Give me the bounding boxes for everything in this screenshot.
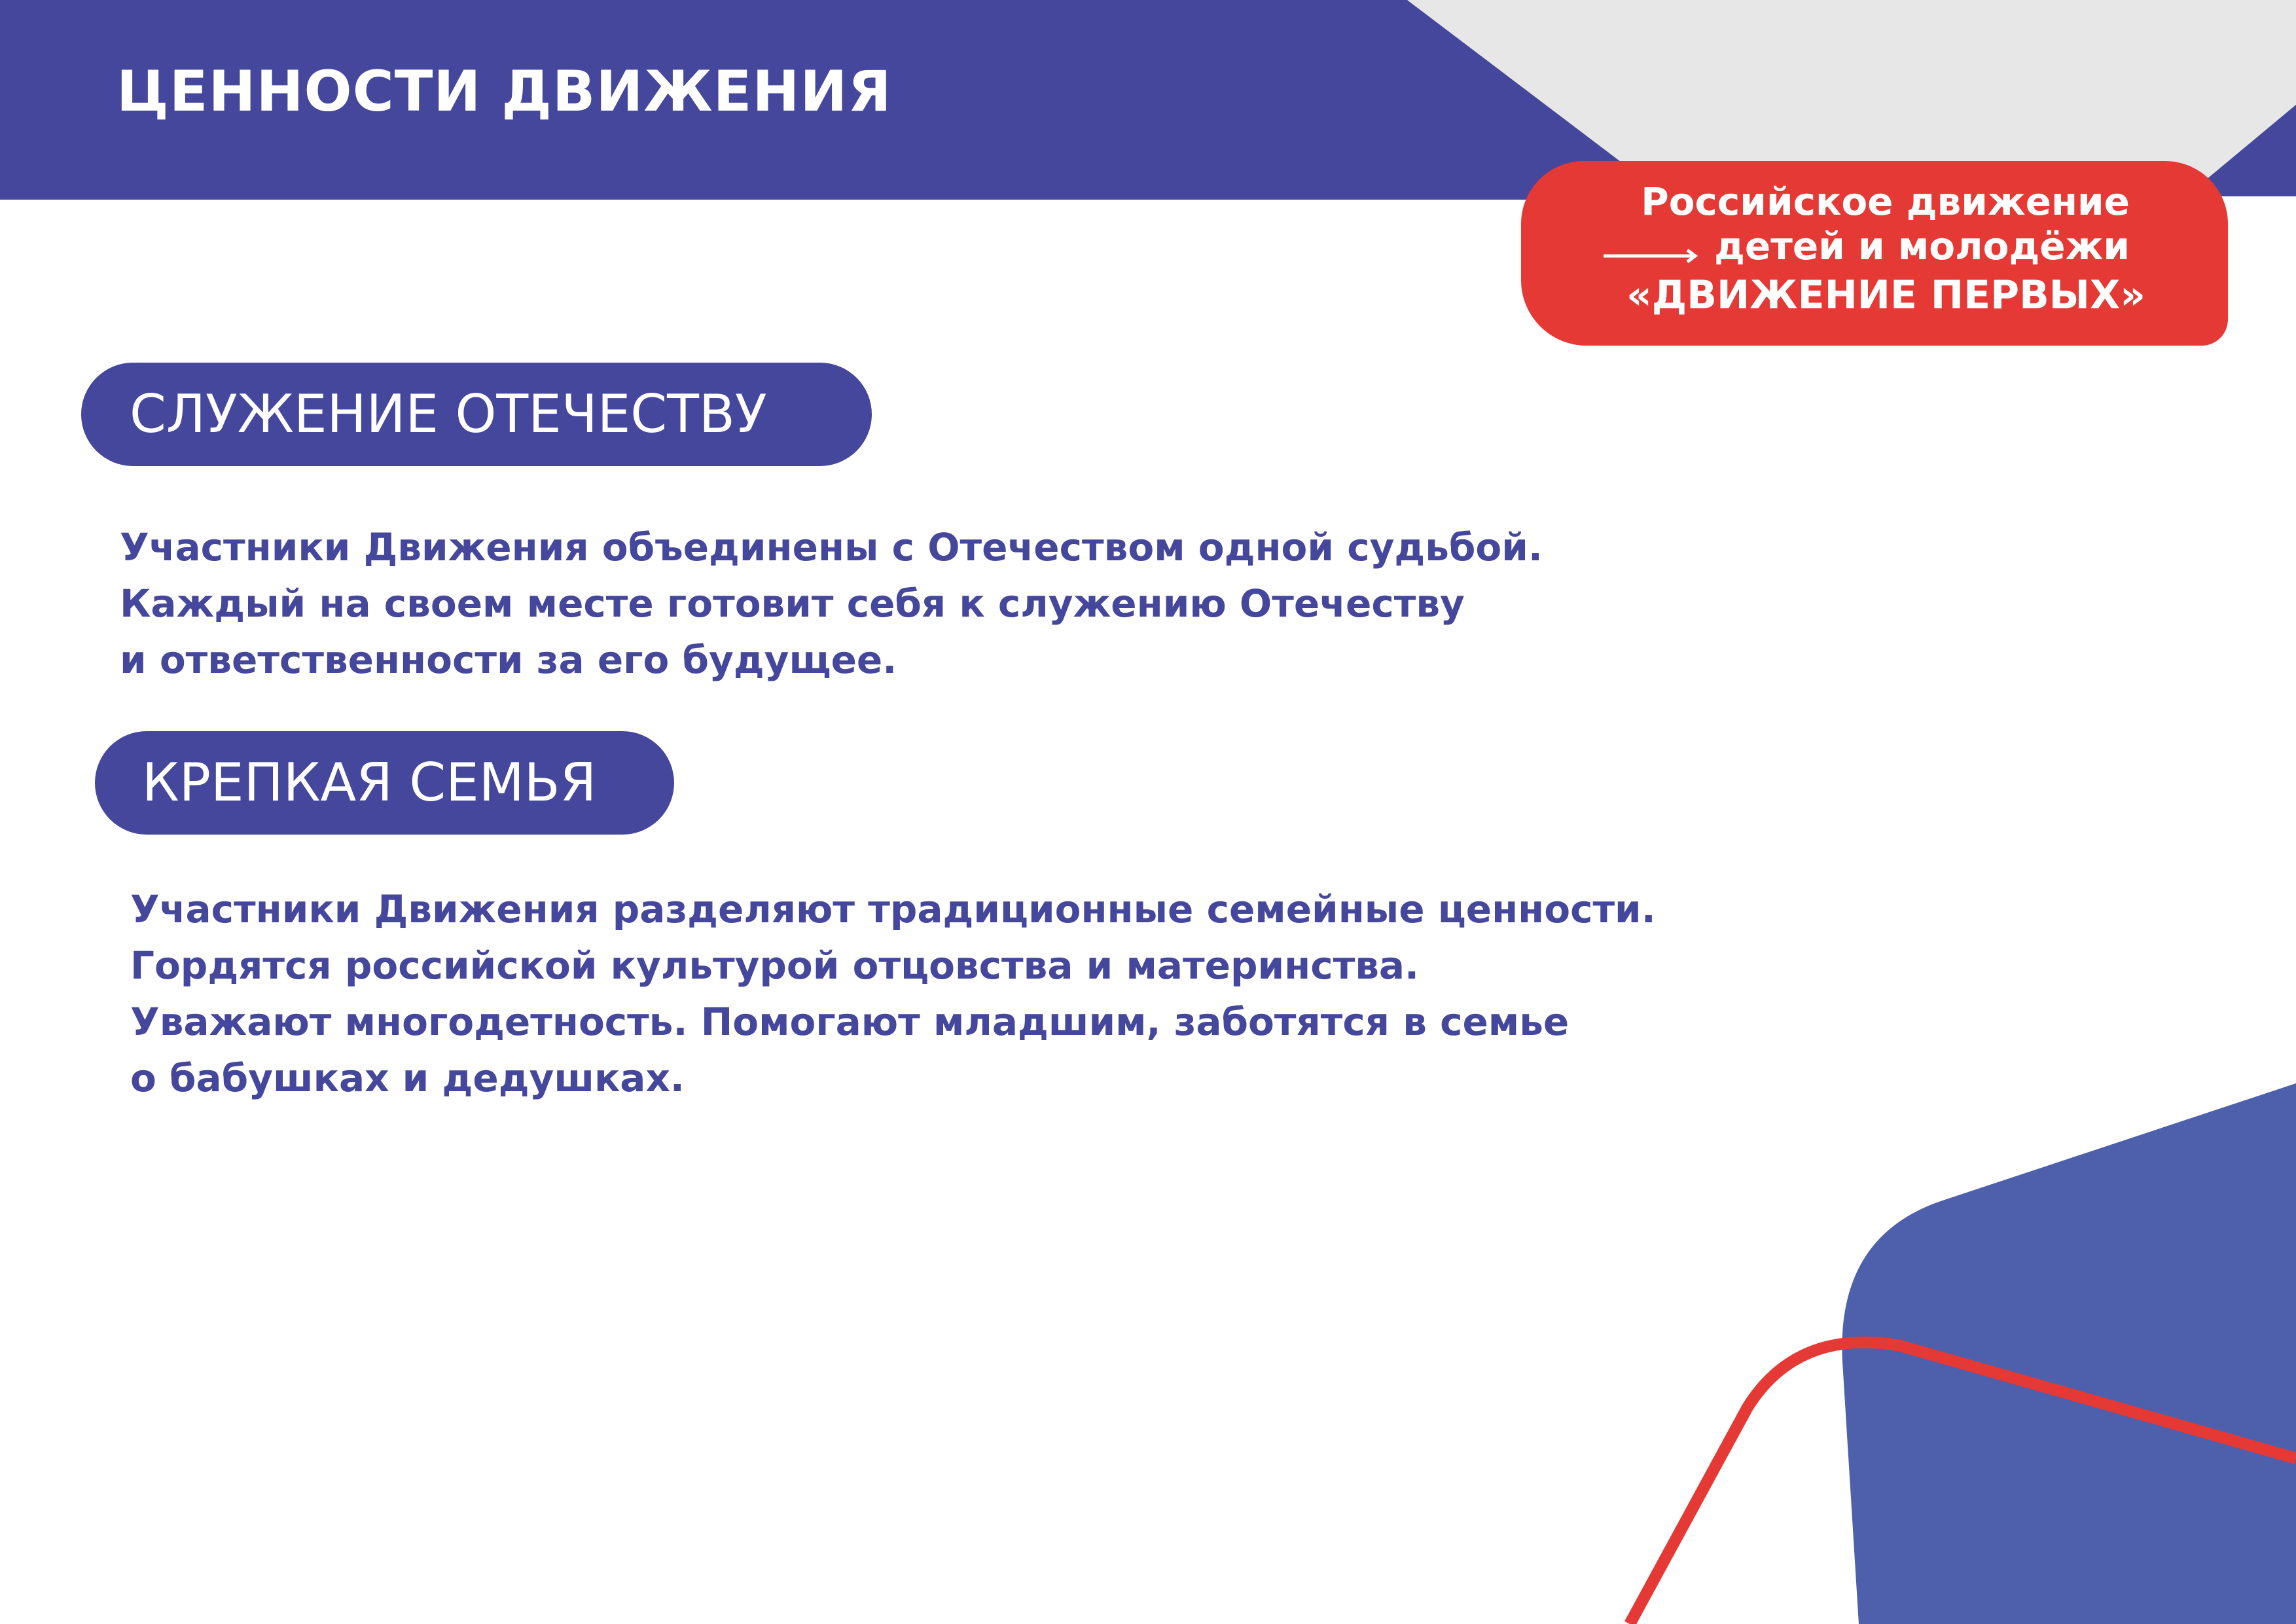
text-line: и ответственности за его будущее. [120, 638, 897, 682]
text-line: Каждый на своем месте готовит себя к служению Отечеству [120, 581, 1465, 626]
text-line: Участники Движения объединены с Отечеством одной судьбой. [120, 525, 1543, 569]
text-line: Гордятся российской культурой отцовства и материнства. [130, 943, 1420, 988]
section-heading-family: КРЕПКАЯ СЕМЬЯ [95, 731, 674, 835]
logo-line-1: Российское движение [1641, 179, 2130, 224]
logo-line-2: детей и молодёжи [1714, 224, 2130, 268]
text-line: Участники Движения разделяют традиционные семейные ценности. [130, 887, 1656, 931]
section-text-family [130, 881, 1656, 1106]
movement-logo [1521, 161, 2228, 346]
section-heading-service: СЛУЖЕНИЕ ОТЕЧЕСТВУ [81, 363, 872, 466]
section-text-service [120, 519, 1543, 688]
text-line: о бабушках и дедушках. [130, 1056, 685, 1100]
page-title: ЦЕННОСТИ ДВИЖЕНИЯ [117, 59, 892, 124]
arrow-right-icon [1604, 247, 1702, 264]
text-line: Уважают многодетность. Помогают младшим, заботятся в семье [130, 1000, 1570, 1044]
logo-line-3: «ДВИЖЕНИЕ ПЕРВЫХ» [1626, 272, 2145, 318]
